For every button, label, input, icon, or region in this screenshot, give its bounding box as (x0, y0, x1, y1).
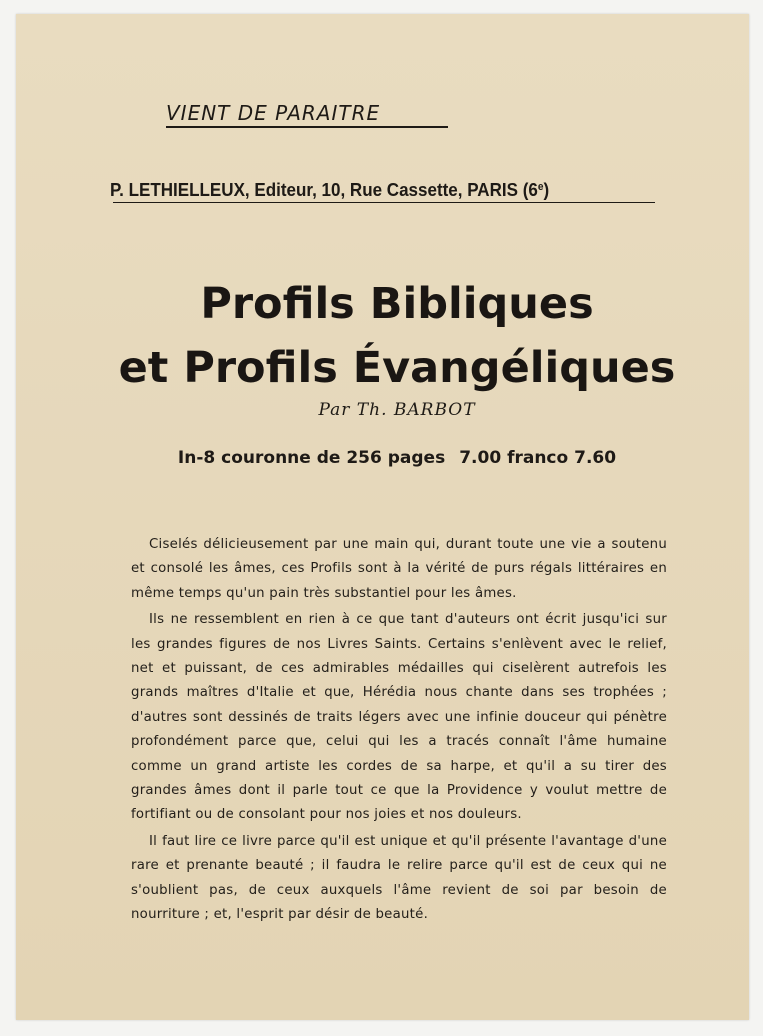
publisher-text: P. LETHIELLEUX, Editeur, 10, Rue Cassette, PARIS (6 (110, 179, 538, 200)
description-paragraph: Il faut lire ce livre parce qu'il est unique et qu'il présente l'avantage d'une rare et prenante beauté ; il faudra le relire parce qu'il est de ceux qui ne s'oublient pas, de ceux auxquels l'âme revient de soi par besoin de nourriture ; et, l'esprit par désir de beauté. (131, 833, 667, 923)
book-title-line-2: et Profils Évangéliques (118, 343, 676, 393)
publisher-underline (113, 202, 655, 203)
book-format-price (92, 445, 702, 471)
book-price: 7.00 franco 7.60 (459, 448, 617, 468)
publisher-close: ) (543, 179, 550, 200)
announcement-heading: VIENT DE PARAITRE (166, 101, 381, 125)
book-title-line-1: Profils Bibliques (200, 279, 594, 329)
document-page (16, 14, 749, 1020)
publisher-superscript: e (537, 181, 544, 193)
description-paragraph: Ciselés délicieusement par une main qui, durant toute une vie a soutenu et consolé les âmes, ces Profils sont à la vérité de purs régals littéraires en même temps qu'un pain très substantiel pour les âmes. (131, 537, 667, 601)
publisher-line (110, 174, 625, 203)
book-format: In-8 couronne de 256 pages (177, 448, 446, 468)
description-body (131, 533, 667, 930)
book-title (92, 272, 702, 400)
announcement-underline (166, 126, 448, 128)
description-paragraph: Ils ne ressemblent en rien à ce que tant d'auteurs ont écrit jusqu'ici sur les grandes figures de nos Livres Saints. Certains s'enlèvent avec le relief, net et puissant, de ces admirables médailles qui ciselèrent autrefois les grands maîtres d'Italie et que, Hérédia nous chante dans ses trophées ; d'autres sont dessinés de traits légers avec une infinie douceur qui pénètre profondément parce que, celui qui les a tracés connaît l'âme humaine comme un grand artiste les cordes de sa harpe, et qu'il a su tirer des grandes âmes dont il parle tout ce que la Providence y voulut mettre de fortifiant ou de consolant pour nos joies et nos douleurs. (131, 612, 667, 823)
book-author: Par Th. BARBOT (318, 400, 476, 420)
